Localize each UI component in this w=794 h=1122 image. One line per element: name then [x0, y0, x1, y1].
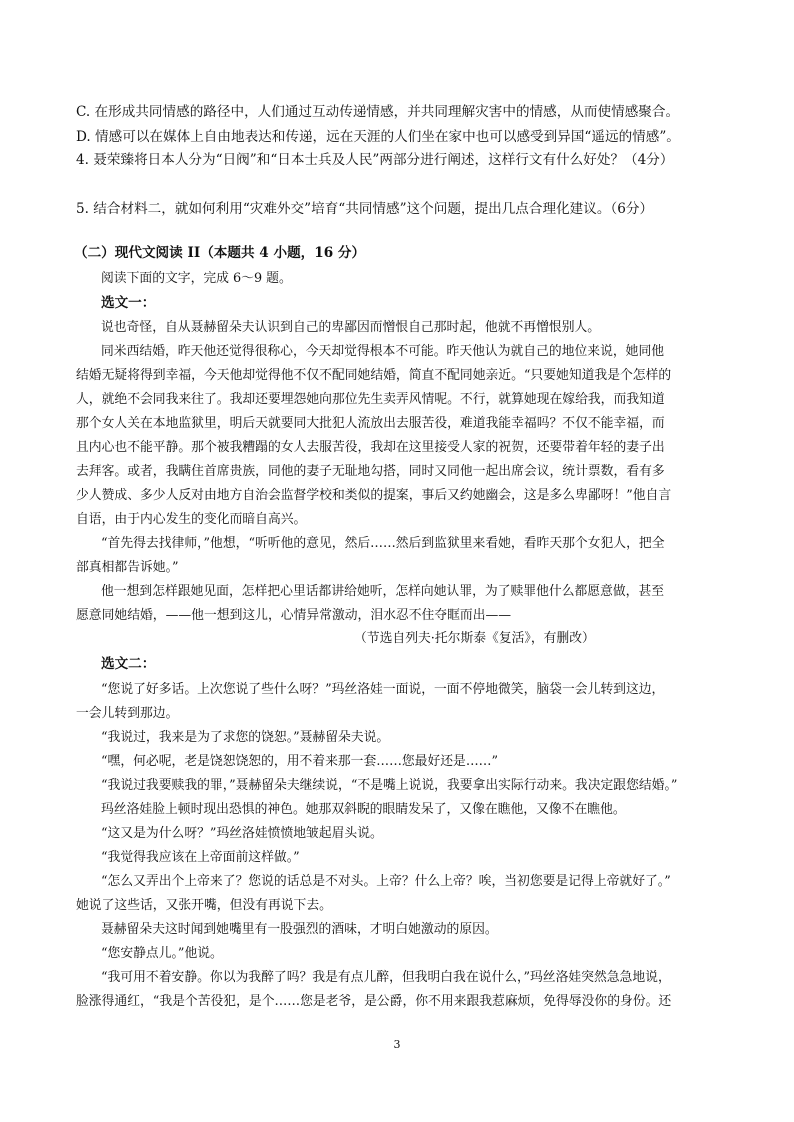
excerpt-1-line: 部真相都告诉她。” [76, 560, 179, 575]
excerpt-2-label: 选文二： [101, 656, 156, 672]
excerpt-1-line: 去拜客。或者，我瞒住首席贵族，同他的妻子无耻地勾搭，同时又同他一起出席会议，统计票数，看有多 [76, 464, 665, 479]
excerpt-2-line: 脸涨得通红，“我是个苦役犯，是个……您是老爷，是公爵，你不用来跟我惹麻烦，免得辱没你的身份。还 [76, 994, 672, 1009]
section-instruction: 阅读下面的文字，完成 6～9 题。 [101, 271, 292, 286]
excerpt-2-line: “您安静点儿。”他说。 [101, 946, 223, 961]
excerpt-2-line: 一会儿转到那边。 [76, 706, 179, 721]
excerpt-2-line: “我可用不着安静。你以为我醉了吗？我是有点儿醉，但我明白我在说什么，”玛丝洛娃突然急急地说， [101, 970, 671, 985]
excerpt-1-line: 他一想到怎样跟她见面，怎样把心里话都讲给她听，怎样向她认罪，为了赎罪他什么都愿意做，甚至 [101, 584, 665, 599]
section-heading: （二）现代文阅读 II（本题共 4 小题，16 分） [74, 245, 366, 261]
excerpt-2-line: 她说了这些话，又张开嘴，但没有再说下去。 [76, 898, 332, 913]
excerpt-2-line: 聂赫留朵夫这时闻到她嘴里有一股强烈的酒味，才明白她激动的原因。 [101, 922, 498, 937]
excerpt-1-line: 人，就绝不会同我来往了。我却还要埋怨她向那位先生卖弄风情呢。不行，就算她现在嫁给我，而我知道 [76, 392, 665, 407]
excerpt-2-line: “我说过，我来是为了求您的饶恕。”聂赫留朵夫说。 [101, 730, 390, 745]
page-number: 3 [393, 1038, 401, 1051]
question-4: 4. 聂荣臻将日本人分为“日阀”和“日本士兵及人民”两部分进行阐述，这样行文有什么好处？（4分） [76, 152, 674, 168]
excerpt-1-line: 自语，由于内心发生的变化而暗自高兴。 [76, 512, 307, 527]
option-c: C. 在形成共同情感的路径中，人们通过互动传递情感，并共同理解灾害中的情感，从而使情感聚合。 [76, 104, 680, 120]
excerpt-2-line: “怎么又弄出个上帝来了？您说的话总是不对头。上帝？什么上帝？唉，当初您要是记得上帝就好了。” [101, 874, 671, 889]
excerpt-2-line: “我说过我要赎我的罪，”聂赫留朵夫继续说，“不是嘴上说说，我要拿出实际行动来。我决定跟您结婚。” [101, 778, 678, 793]
excerpt-1-label: 选文一： [101, 295, 156, 311]
excerpt-1-line: 少人赞成、多少人反对由地方自治会监督学校和类似的提案，事后又约她幽会，这是多么卑鄙呀！”他自言 [76, 488, 672, 503]
excerpt-1-line: 且内心也不能平静。那个被我糟蹋的女人去服苦役，我却在这里接受人家的祝贺，还要带着年轻的妻子出 [76, 440, 665, 455]
excerpt-1-line: “首先得去找律师，”他想，“听听他的意见，然后……然后到监狱里来看她，看昨天那个女犯人，把全 [101, 536, 665, 551]
option-d: D. 情感可以在媒体上自由地表达和传递，远在天涯的人们坐在家中也可以感受到异国“遥远的情感”。 [76, 129, 680, 145]
excerpt-1-line: 结婚无疑将得到幸福，今天他却觉得他不仅不配同她结婚，简直不配同她亲近。“只要她知道我是个怎样的 [76, 368, 672, 383]
excerpt-2-line: “我觉得我应该在上帝面前这样做。” [101, 850, 300, 865]
excerpt-2-line: 玛丝洛娃脸上顿时现出恐惧的神色。她那双斜睨的眼睛发呆了，又像在瞧他，又像不在瞧他。 [101, 802, 626, 817]
excerpt-1-line: 那个女人关在本地监狱里，明后天就要同大批犯人流放出去服苦役，难道我能幸福吗？不仅不能幸福，而 [76, 416, 665, 431]
excerpt-1-line: 愿意同她结婚，——他一想到这儿，心情异常激动，泪水忍不住夺眶而出—— [76, 608, 512, 623]
question-5: 5. 结合材料二，就如何利用“灾难外交”培育“共同情感”这个问题，提出几点合理化建议。（6分） [76, 201, 654, 217]
excerpt-1-line: 说也奇怪，自从聂赫留朵夫认识到自己的卑鄙因而憎恨自己那时起，他就不再憎恨别人。 [101, 320, 601, 335]
excerpt-2-line: “这又是为什么呀？”玛丝洛娃愤愤地皱起眉头说。 [101, 826, 383, 841]
excerpt-1-line: 同米西结婚，昨天他还觉得很称心，今天却觉得根本不可能。昨天他认为就自己的地位来说，她同他 [101, 344, 665, 359]
excerpt-1-source: （节选自列夫·托尔斯泰《复活》，有删改） [354, 631, 595, 646]
excerpt-2-line: “嘿，何必呢，老是饶恕饶恕的，用不着来那一套……您最好还是……” [101, 754, 498, 769]
excerpt-2-line: “您说了好多话。上次您说了些什么呀？”玛丝洛娃一面说，一面不停地微笑，脑袋一会儿转到这边， [101, 682, 665, 697]
